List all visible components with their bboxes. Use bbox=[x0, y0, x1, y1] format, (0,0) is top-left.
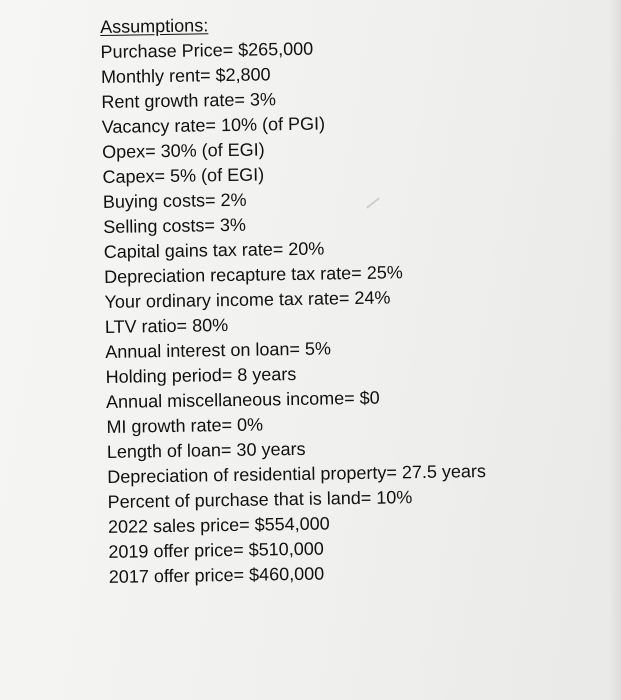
assumption-vacancy-rate: Vacancy rate= 10% (of PGI) bbox=[101, 113, 326, 137]
assumption-misc-income: Annual miscellaneous income= $0 bbox=[105, 387, 380, 412]
assumption-land-percent: Percent of purchase that is land= 10% bbox=[107, 487, 413, 512]
assumption-monthly-rent: Monthly rent= $2,800 bbox=[100, 64, 271, 87]
assumption-capex: Capex= 5% (of EGI) bbox=[102, 164, 265, 187]
assumption-annual-interest: Annual interest on loan= 5% bbox=[105, 338, 332, 362]
assumption-capital-gains-tax: Capital gains tax rate= 20% bbox=[103, 238, 325, 262]
assumption-rent-growth: Rent growth rate= 3% bbox=[101, 89, 277, 112]
assumption-purchase-price: Purchase Price= $265,000 bbox=[100, 38, 314, 62]
assumption-selling-costs: Selling costs= 3% bbox=[103, 214, 247, 237]
assumption-ordinary-income-tax: Your ordinary income tax rate= 24% bbox=[104, 287, 391, 312]
assumption-ltv-ratio: LTV ratio= 80% bbox=[104, 315, 229, 337]
assumption-loan-length: Length of loan= 30 years bbox=[106, 438, 306, 462]
assumption-2017-offer-price: 2017 offer price= $460,000 bbox=[108, 563, 325, 587]
assumption-depreciation-recapture-tax: Depreciation recapture tax rate= 25% bbox=[103, 262, 403, 287]
assumption-depreciation-period: Depreciation of residential property= 27.5 years bbox=[107, 460, 487, 487]
assumptions-heading: Assumptions: bbox=[100, 15, 209, 37]
assumption-2022-sales-price: 2022 sales price= $554,000 bbox=[107, 513, 330, 537]
assumption-holding-period: Holding period= 8 years bbox=[105, 363, 297, 387]
assumption-mi-growth: MI growth rate= 0% bbox=[106, 414, 264, 437]
assumption-2019-offer-price: 2019 offer price= $510,000 bbox=[108, 538, 324, 562]
sheet-shadow bbox=[609, 0, 621, 700]
assumptions-block bbox=[100, 7, 609, 590]
assumption-opex: Opex= 30% (of EGI) bbox=[101, 139, 265, 162]
assumption-buying-costs: Buying costs= 2% bbox=[102, 189, 247, 212]
